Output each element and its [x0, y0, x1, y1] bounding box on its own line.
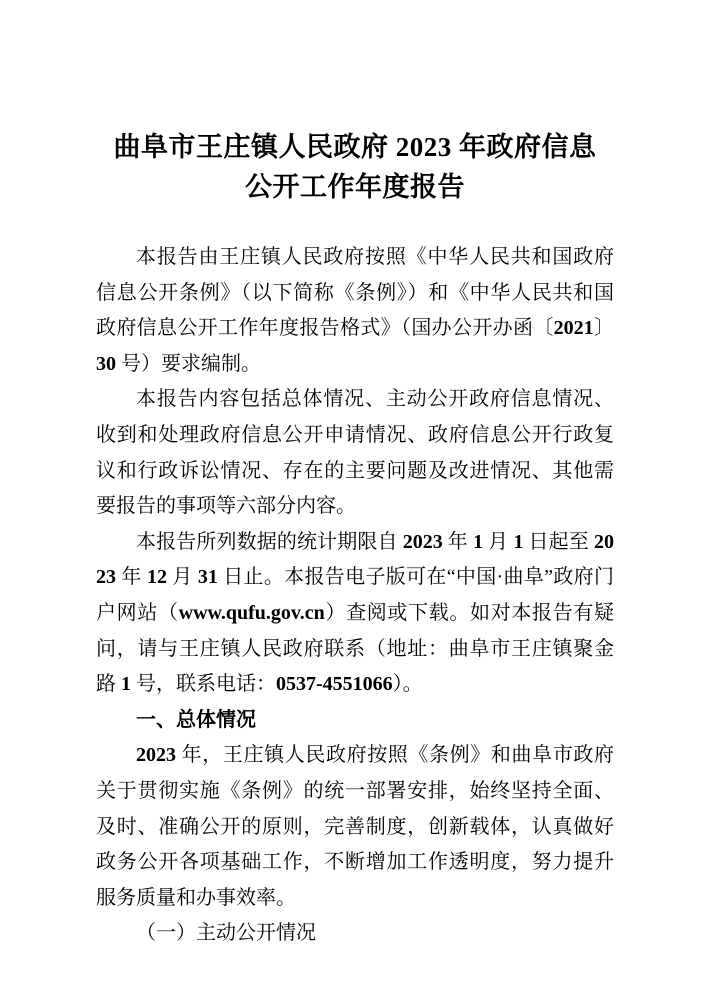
text-run: 日起至: [523, 530, 595, 553]
document-title-line2: 公开工作年度报告: [245, 172, 465, 202]
text-run: （一）主动公开情况: [136, 922, 316, 945]
bold-text-run: 2023: [96, 530, 615, 589]
text-run: 号）要求编制。: [116, 352, 261, 375]
document-content: [96, 127, 614, 952]
text-run: 〕: [593, 317, 615, 340]
text-run: 本报告所列数据的统计期限自: [136, 530, 403, 553]
bold-text-run: 12: [146, 566, 167, 589]
text-run: 年: [116, 566, 147, 589]
paragraph: [96, 738, 614, 916]
text-run: 月: [483, 530, 514, 553]
document-title-line1: 曲阜市王庄镇人民政府 2023 年政府信息: [113, 132, 597, 162]
text-run: 年，王庄镇人民政府按照《条例》和曲阜市政府关于贯彻实施《条例》的统一部署安排，始终坚持全面、及时、准确公开的原则，完善制度，创新载体，认真做好政务公开各项基础工作，不断增加工作透明度，努力提升服务质量和办事效率。: [96, 744, 614, 909]
bold-text-run: 2021: [553, 317, 594, 340]
bold-text-run: 一、总体情况: [136, 708, 256, 731]
text-run: 月: [166, 566, 198, 589]
bold-text-run: 1: [121, 673, 131, 696]
text-run: ）查阅或下载。如对本报告有疑问，请与王庄镇人民政府联系（地址：曲阜市王庄镇聚金路: [96, 601, 615, 696]
heading2: [96, 916, 614, 952]
bold-text-run: 1: [473, 530, 484, 553]
text-run: 日止。本报告电子版可在“中国·曲阜”政府门户网站（: [96, 566, 614, 624]
document-title: [96, 127, 614, 207]
heading1: [96, 703, 614, 739]
text-run: ）。: [392, 673, 423, 696]
text-run: 本报告内容包括总体情况、主动公开政府信息情况、收到和处理政府信息公开申请情况、政府信息公开行政复议和行政诉讼情况、存在的主要问题及改进情况、其他需要报告的事项等六部分内容。: [96, 388, 614, 518]
paragraph: [96, 525, 614, 703]
text-run: 年: [442, 530, 474, 553]
bold-text-run: 1: [513, 530, 524, 553]
bold-text-run: 30: [96, 352, 116, 375]
bold-text-run: 2023: [402, 530, 443, 553]
paragraph: [96, 382, 614, 524]
text-run: 本报告由王庄镇人民政府按照《中华人民共和国政府信息公开条例》（以下简称《条例》）和《中华人民共和国政府信息公开工作年度报告格式》（国办公开办函〔: [96, 246, 614, 340]
paragraph: [96, 240, 614, 382]
bold-text-run: 31: [197, 566, 218, 589]
text-run: 号，联系电话：: [131, 673, 276, 696]
bold-text-run: www.qufu.gov.cn: [178, 601, 325, 624]
bold-text-run: 0537-4551066: [276, 673, 393, 696]
report-body: [96, 240, 614, 952]
bold-text-run: 2023: [136, 744, 176, 767]
